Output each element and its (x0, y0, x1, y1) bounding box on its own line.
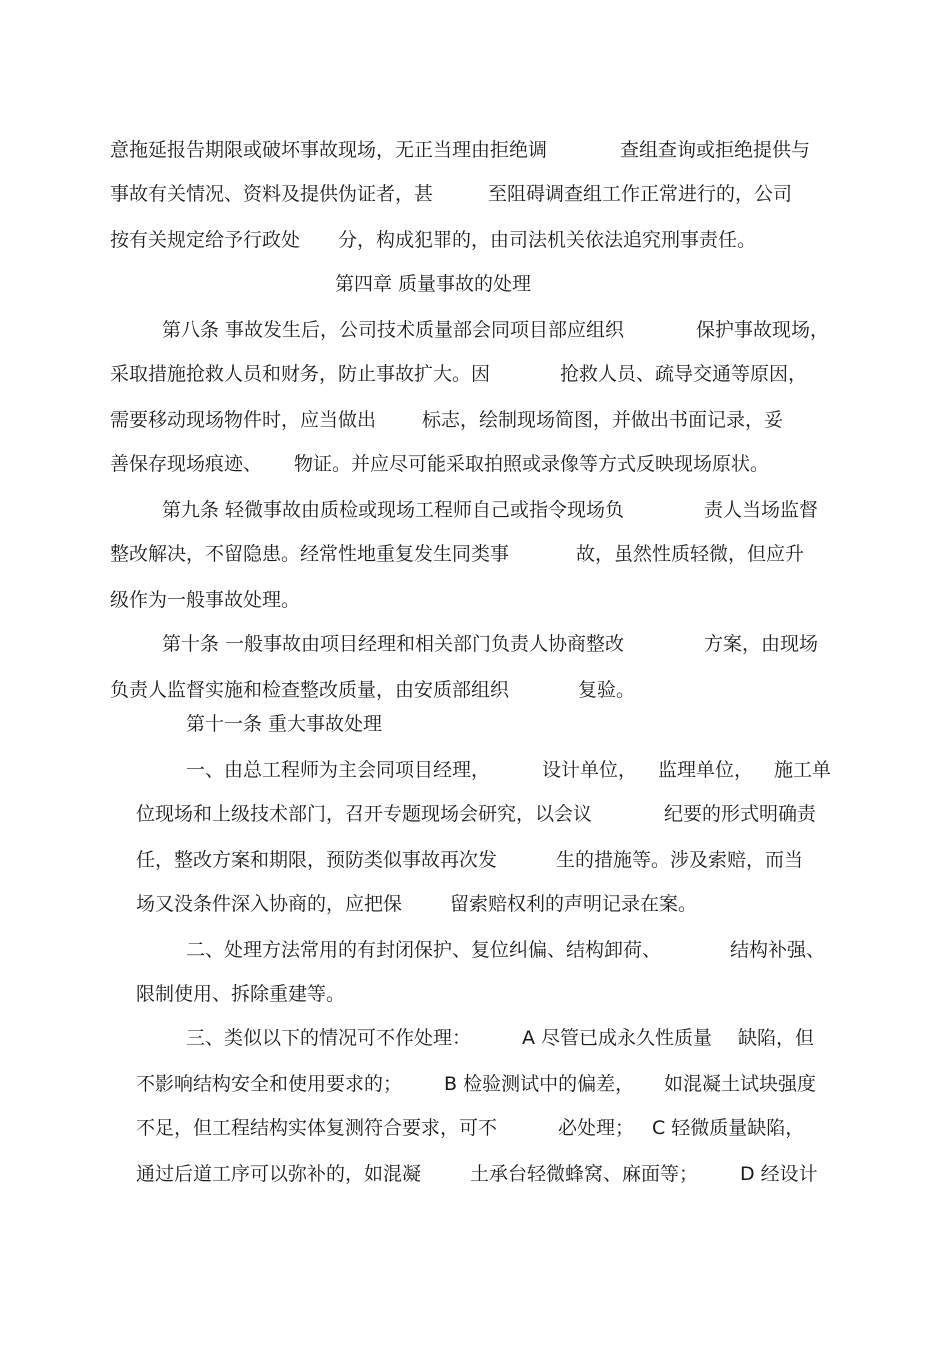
text-segment: 第八条 事故发生后，公司技术质量部会同项目部应组织 (162, 319, 625, 341)
text-segment: 不足，但工程结构实体复测符合要求，可不 (136, 1117, 498, 1139)
text-segment: 二、处理方法常用的有封闭保护、复位纠偏、结构卸荷、 (186, 939, 662, 961)
text-segment: 故，虽然性质轻微，但应升 (576, 543, 805, 565)
text-segment: 监理单位， (658, 759, 754, 781)
text-segment: 结构补强、 (730, 939, 826, 961)
text-segment: 一、由总工程师为主会同项目经理， (186, 759, 491, 781)
text-segment: C 轻微质量缺陷， (652, 1117, 805, 1139)
text-segment: 事故有关情况、资料及提供伪证者，甚 (110, 183, 434, 205)
text-segment: A 尽管已成永久性质量 (522, 1027, 713, 1049)
text-segment: 第十条 一般事故由项目经理和相关部门负责人协商整改 (162, 633, 625, 655)
text-segment: 三、类似以下的情况可不作处理： (186, 1027, 472, 1049)
text-segment: 留索赔权利的声明记录在案。 (450, 893, 698, 915)
text-segment: 至阻碍调查组工作正常进行的，公司 (488, 183, 793, 205)
text-segment: 施工单 (774, 759, 832, 781)
text-segment: 缺陷，但 (738, 1027, 815, 1049)
text-segment: 查组查询或拒绝提供与 (620, 139, 811, 161)
text-segment: 级作为一般事故处理。 (110, 589, 301, 611)
text-segment: 纪要的形式明确责 (664, 803, 817, 825)
text-segment: 通过后道工序可以弥补的，如混凝 (136, 1163, 422, 1185)
text-segment: 必处理； (558, 1117, 635, 1139)
text-segment: 按有关规定给予行政处 (110, 229, 301, 251)
text-segment: 第十一条 重大事故处理 (186, 713, 383, 735)
text-segment: D 经设计 (740, 1163, 818, 1185)
text-segment: 复验。 (578, 679, 636, 701)
text-segment: 第四章 质量事故的处理 (335, 273, 532, 295)
text-segment: 标志，绘制现场简图，并做出书面记录，妥 (422, 409, 784, 431)
text-segment: 责人当场监督 (704, 499, 819, 521)
text-segment: 抢救人员、疏导交通等原因， (560, 363, 808, 385)
text-segment: 意拖延报告期限或破坏事故现场，无正当理由拒绝调 (110, 139, 548, 161)
text-segment: 土承台轻微蜂窝、麻面等； (470, 1163, 699, 1185)
text-segment: 如混凝土试块强度 (664, 1073, 817, 1095)
text-segment: 分，构成犯罪的，由司法机关依法追究刑事责任。 (338, 229, 757, 251)
text-segment: 位现场和上级技术部门，召开专题现场会研究，以会议 (136, 803, 593, 825)
text-segment: 场又没条件深入协商的，应把保 (136, 893, 403, 915)
text-segment: 限制使用、拆除重建等。 (136, 983, 346, 1005)
text-segment: 需要移动现场物件时，应当做出 (110, 409, 377, 431)
text-segment: 整改解决，不留隐患。经常性地重复发生同类事 (110, 543, 510, 565)
text-segment: 物证。并应尽可能采取拍照或录像等方式反映现场原状。 (294, 453, 770, 475)
text-segment: B 检验测试中的偏差， (444, 1073, 635, 1095)
text-segment: 采取措施抢救人员和财务，防止事故扩大。因 (110, 363, 491, 385)
text-segment: 第九条 轻微事故由质检或现场工程师自己或指令现场负 (162, 499, 625, 521)
text-segment: 保护事故现场， (696, 319, 830, 341)
text-segment: 任，整改方案和期限，预防类似事故再次发 (136, 849, 498, 871)
text-segment: 设计单位， (542, 759, 638, 781)
text-segment: 负责人监督实施和检查整改质量，由安质部组织 (110, 679, 510, 701)
text-segment: 不影响结构安全和使用要求的； (136, 1073, 403, 1095)
text-segment: 方案，由现场 (704, 633, 819, 655)
text-segment: 善保存现场痕迹、 (110, 453, 263, 475)
text-segment: 生的措施等。涉及索赔，而当 (556, 849, 804, 871)
